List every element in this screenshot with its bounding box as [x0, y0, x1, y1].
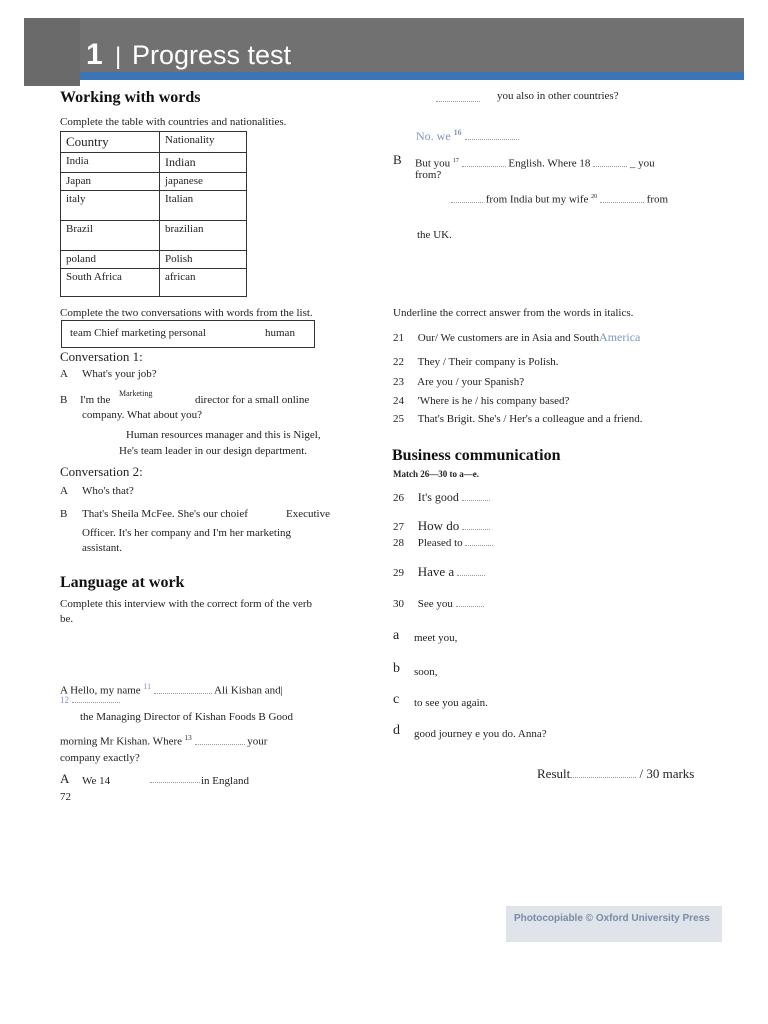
interview-line-4b: your [247, 735, 268, 748]
table-cell-nationality: Polish [160, 251, 247, 269]
table-cell-country: Brazil [61, 221, 160, 251]
underline-item-extra: America [599, 330, 641, 344]
answer-blank[interactable] [456, 596, 484, 607]
interview-line-18b: _ you [629, 157, 655, 170]
table-cell-country: Japan [61, 173, 160, 191]
answer-blank[interactable] [457, 565, 485, 576]
item-number: 21 [393, 332, 404, 344]
match-instruction: Match 26—30 to a—e. [393, 469, 479, 479]
underline-item: Are you / your Spanish? [417, 376, 525, 388]
phrase-start: Have a [417, 564, 455, 579]
item-number: 26 [393, 492, 404, 504]
interview-line-6: We 14 [82, 775, 111, 787]
interview-line-1: A Hello, my name [60, 684, 141, 697]
speaker-b: B [60, 508, 68, 520]
option-letter: c [393, 692, 400, 707]
item-number: 24 [393, 395, 404, 407]
interview-line-20: from [646, 193, 669, 206]
item-number: 22 [393, 356, 404, 368]
option-letter: b [393, 661, 400, 676]
speaker-b: B [393, 152, 402, 167]
option-letter: a [393, 628, 400, 643]
conv2-line-a: Who's that? [82, 485, 134, 497]
phrase-start: It's good [417, 490, 459, 504]
answer-blank[interactable] [150, 782, 200, 783]
item-number: 29 [393, 567, 404, 579]
header-stripe [24, 72, 744, 80]
table-instruction: Complete the table with countries and nationalities. [60, 116, 287, 128]
blank-number: 12 [60, 695, 69, 705]
table-cell-country: India [61, 153, 160, 173]
photocopiable-box [506, 906, 722, 942]
answer-blank[interactable] [436, 101, 480, 102]
page-number: 72 [60, 791, 71, 803]
interview-line-from: from? [415, 169, 442, 181]
table-cell-country: italy [61, 191, 160, 221]
speaker-a: A [60, 485, 68, 497]
answer-blank[interactable] [195, 734, 245, 745]
conv1-line-b-start: I'm the [80, 394, 111, 406]
conversation-1-title: Conversation 1: [60, 349, 143, 364]
header-left-block [24, 18, 80, 86]
answer-blank[interactable] [462, 156, 506, 167]
interview-line-19: from India but my wife [485, 193, 589, 206]
item-number: 28 [393, 537, 404, 549]
header-separator: | [115, 43, 122, 70]
interview-line-1b: Ali Kishan and| [214, 684, 283, 697]
conv1-reply-2: He's team leader in our design department. [119, 445, 307, 457]
interview-line-uk: the UK. [417, 229, 452, 241]
option-text: soon, [414, 666, 438, 678]
table-cell-nationality: brazilian [160, 221, 247, 251]
answer-blank[interactable] [465, 129, 519, 140]
underline-instruction: Underline the correct answer from the words in italics. [393, 307, 634, 319]
result-label: Result [537, 766, 571, 781]
speaker-a: A [60, 368, 68, 380]
answer-blank[interactable] [593, 156, 627, 167]
blank-number: 11 [143, 682, 152, 691]
option-text: to see you again. [414, 697, 488, 709]
phrase-start: See you [417, 598, 453, 610]
conv2-line-b3: assistant. [82, 542, 123, 554]
conv2-line-b2: Officer. It's her company and I'm her marketing [82, 527, 292, 539]
conversation-instruction: Complete the two conversations with words from the list. [60, 307, 313, 319]
interview-line-18: English. Where 18 [508, 157, 591, 170]
table-header-country: Country [61, 132, 160, 153]
conv1-line-a: What's your job? [82, 368, 157, 380]
item-number: 25 [393, 413, 404, 425]
nationality-table [60, 131, 247, 297]
interview-line-16: No. we [416, 129, 451, 143]
blank-number: 20 [591, 194, 598, 200]
item-number: 27 [393, 521, 404, 533]
answer-blank[interactable] [465, 535, 493, 546]
interview-line-3: the Managing Director of Kishan Foods B Good [80, 711, 293, 723]
table-cell-nationality: african [160, 269, 247, 297]
table-cell-country: poland [61, 251, 160, 269]
table-cell-nationality: Italian [160, 191, 247, 221]
word-list-extra: human [265, 327, 295, 339]
answer-blank[interactable] [154, 683, 212, 694]
section-heading-business-communication: Business communication [392, 447, 561, 464]
phrase-start: How do [417, 518, 460, 533]
blank-number: 16 [453, 128, 462, 137]
item-number: 23 [393, 376, 404, 388]
answer-blank[interactable] [72, 692, 120, 703]
page-title: Progress test [132, 40, 292, 70]
answer-blank[interactable] [600, 192, 644, 203]
photocopiable-notice: Photocopiable © Oxford University Press [514, 913, 710, 924]
conv1-answer-marketing: Marketing [119, 389, 153, 398]
conv1-line-b2: company. What about you? [82, 409, 203, 421]
interview-line-17: But you [415, 157, 451, 170]
result-suffix: / 30 marks [639, 766, 695, 781]
option-text: good journey e you do. Anna? [414, 728, 547, 740]
interview-instruction: Complete this interview with the correct form of the verb [60, 598, 313, 610]
table-cell-nationality: Indian [160, 153, 247, 173]
answer-blank[interactable] [451, 192, 483, 203]
blank-number: 13 [184, 734, 192, 742]
phrase-start: Pleased to [417, 537, 463, 549]
underline-item: Our/ We customers are in Asia and South [417, 332, 600, 344]
speaker-b: B [60, 394, 68, 406]
answer-blank[interactable] [462, 519, 490, 530]
table-cell-nationality: japanese [160, 173, 247, 191]
item-number: 30 [393, 598, 404, 610]
table-cell-country: South Africa [61, 269, 160, 297]
underline-item: 'Where is he / his company based? [417, 395, 570, 407]
interview-line-5: company exactly? [60, 752, 140, 764]
section-heading-working-with-words: Working with words [60, 89, 201, 106]
blank-number: 17 [452, 158, 459, 164]
table-header-nationality: Nationality [160, 132, 247, 153]
interview-line-6b: in England [201, 775, 249, 787]
interview-line-4: morning Mr Kishan. Where [60, 735, 182, 748]
interview-instruction-2: be. [60, 613, 74, 625]
word-list: team Chief marketing personal [70, 327, 206, 339]
conversation-2-title: Conversation 2: [60, 464, 143, 479]
conv2-line-b1: That's Sheila McFee. She's our choief [82, 508, 248, 520]
unit-number: 1 [86, 38, 103, 71]
option-text: meet you, [414, 632, 458, 644]
section-heading-language-at-work: Language at work [60, 574, 185, 591]
interview-question-15: you also in other countries? [497, 90, 619, 102]
underline-item: They / Their company is Polish. [417, 356, 559, 368]
conv1-line-b-end: director for a small online [195, 394, 310, 406]
conv1-reply-1: Human resources manager and this is Nigel, [126, 429, 321, 441]
answer-blank[interactable] [462, 490, 490, 501]
speaker-a: A [60, 771, 70, 786]
conv2-answer-executive: Executive [286, 508, 330, 520]
option-letter: d [393, 723, 400, 738]
underline-item: That's Brigit. She's / Her's a colleague and a friend. [417, 413, 643, 425]
result-blank[interactable] [570, 767, 636, 778]
